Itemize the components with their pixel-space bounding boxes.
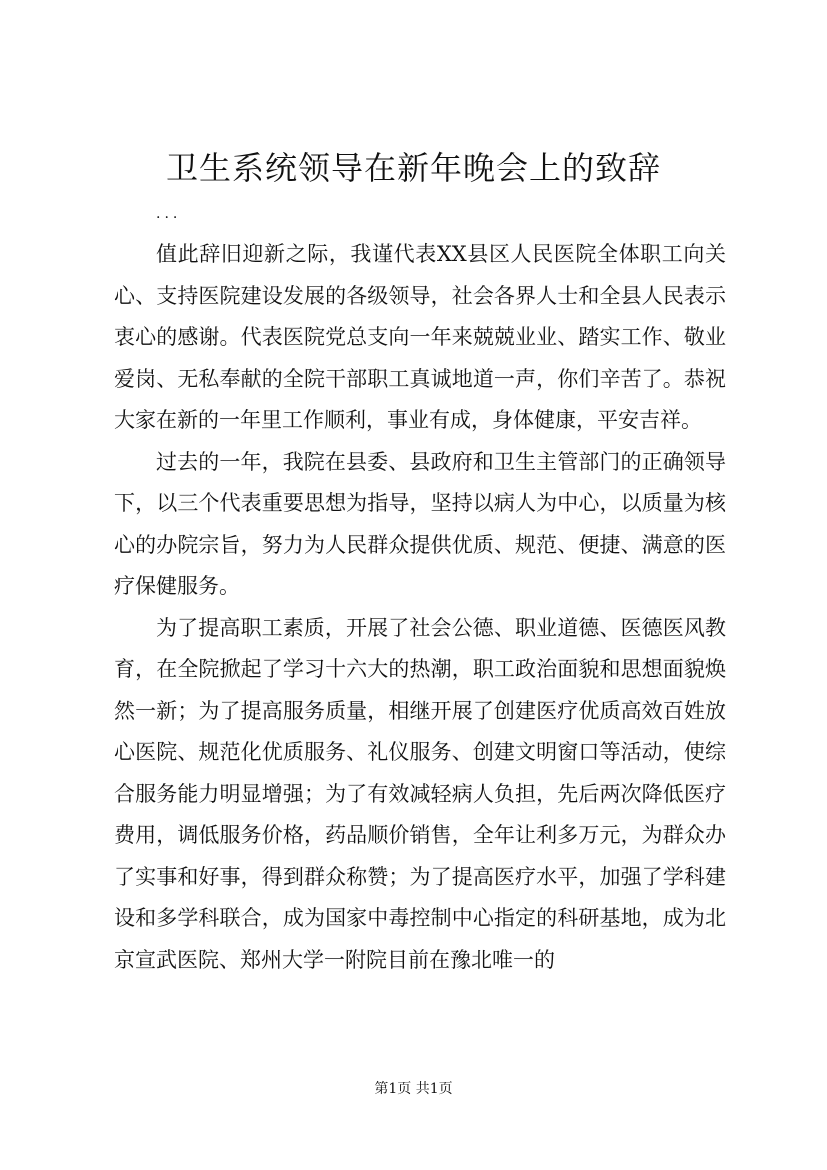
document-body: [114, 234, 726, 981]
paragraph-3: 为了提高职工素质，开展了社会公德、职业道德、医德医风教育，在全院掀起了学习十六大的热潮，职工政治面貌和思想面貌焕然一新；为了提高服务质量，相继开展了创建医疗优质高效百姓放心医院、规范化优质服务、礼仪服务、创建文明窗口等活动，使综合服务能力明显增强；为了有效减轻病人负担，先后两次降低医疗费用，调低服务价格，药品顺价销售，全年让利多万元，为群众办了实事和好事，得到群众称赞；为了提高医疗水平，加强了学科建设和多学科联合，成为国家中毒控制中心指定的科研基地，成为北京宣武医院、郑州大学一附院目前在豫北唯一的: [114, 615, 726, 972]
paragraph-2: 过去的一年，我院在县委、县政府和卫生主管部门的正确领导下，以三个代表重要思想为指导，坚持以病人为中心，以质量为核心的办院宗旨，努力为人民群众提供优质、规范、便捷、满意的医疗保健服务。: [114, 449, 726, 598]
document-title: 卫生系统领导在新年晚会上的致辞: [165, 149, 661, 187]
ellipsis-mark: ...: [156, 206, 182, 222]
paragraph-1: 值此辞旧迎新之际，我谨代表XX县区人民医院全体职工向关心、支持医院建设发展的各级领导，社会各界人士和全县人民表示衷心的感谢。代表医院党总支向一年来兢兢业业、踏实工作、敬业爱岗、无私奉献的全院干部职工真诚地道一声，你们辛苦了。恭祝大家在新的一年里工作顺利，事业有成，身体健康，平安吉祥。: [114, 242, 726, 432]
page-footer: 第1页 共1页: [374, 1081, 453, 1097]
